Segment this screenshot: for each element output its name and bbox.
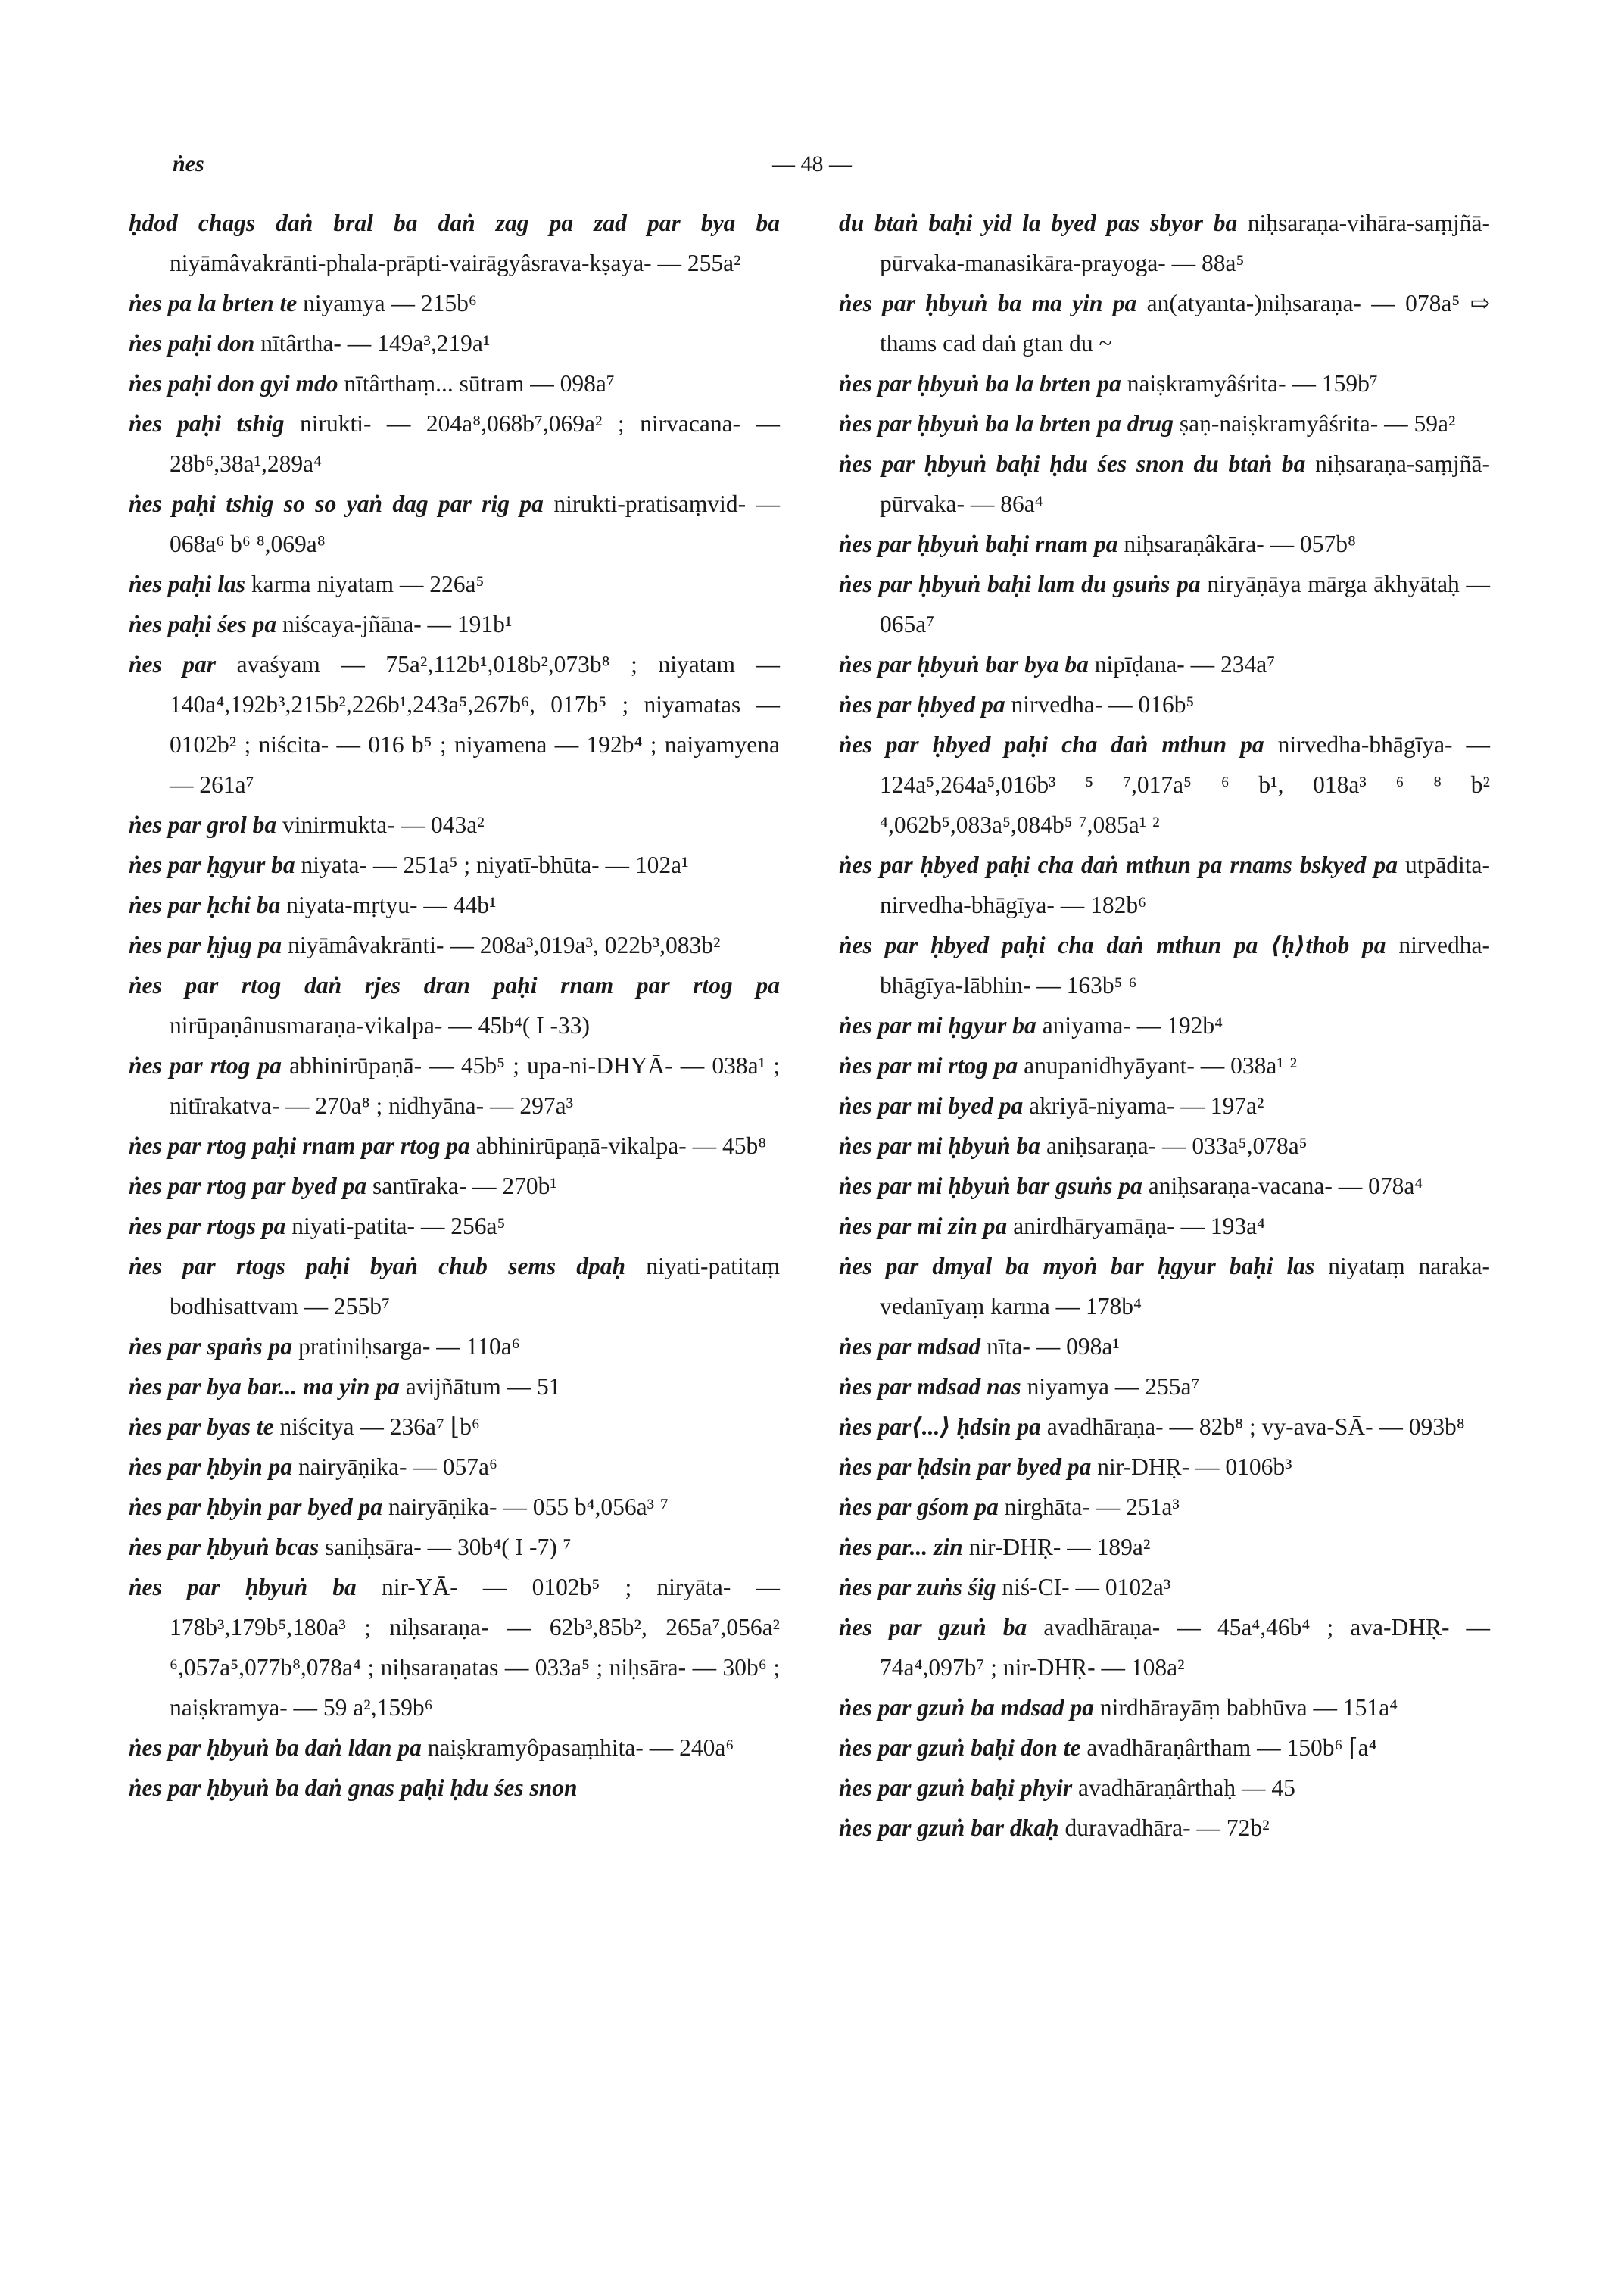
- entry-definition: aniḥsaraṇa- — 033a⁵,078a⁵: [1046, 1132, 1308, 1159]
- entry-definition: avadhāraṇa- — 82b⁸ ; vy-ava-SĀ- — 093b⁸: [1046, 1413, 1465, 1440]
- entry-headword: ṅes paḥi tshig so so yaṅ dag par rig pa: [129, 491, 544, 517]
- page-header: [0, 151, 1624, 182]
- entry-definition: naiṣkramyôpasaṃhita- — 240a⁶: [427, 1734, 734, 1761]
- entry-headword: ṅes par rtogs pa: [129, 1213, 286, 1239]
- entry-headword: ṅes par ḥbyin pa: [129, 1453, 293, 1480]
- entry-headword: du btaṅ baḥi yid la byed pas sbyor ba: [839, 210, 1238, 236]
- dictionary-entry: [129, 1366, 780, 1407]
- dictionary-entry: [839, 1005, 1490, 1045]
- entry-headword: ṅes paḥi śes pa: [129, 611, 277, 637]
- dictionary-entry: [839, 684, 1490, 724]
- entry-headword: ṅes par ḥbyuṅ ba daṅ ldan pa: [129, 1734, 422, 1761]
- entry-definition: nirvedha- — 016b⁵: [1011, 691, 1195, 718]
- entry-headword: ṅes par gzuṅ ba: [839, 1614, 1027, 1640]
- entry-definition: niyāmâvakrānti- — 208a³,019a³, 022b³,083b²: [288, 932, 721, 958]
- entry-definition: nairyāṇika- — 055 b⁴,056a³ ⁷: [388, 1494, 669, 1520]
- entry-definition: ṣaṇ-naiṣkramyâśrita- — 59a²: [1179, 410, 1456, 437]
- dictionary-entry: [129, 1246, 780, 1326]
- entry-headword: ṅes par rtog par byed pa: [129, 1173, 367, 1199]
- entry-definition: anirdhāryamāṇa- — 193a⁴: [1013, 1213, 1266, 1239]
- entry-definition: niḥsaraṇa-vihāra-saṃjñā-pūrvaka-manasikāra-prayoga- — 88a⁵: [880, 210, 1491, 276]
- entry-definition: nairyāṇika- — 057a⁶: [298, 1453, 497, 1480]
- entry-headword: ṅes par ḥbyed paḥi cha daṅ mthun pa: [839, 731, 1264, 758]
- entry-definition: abhinirūpaṇā- — 45b⁵ ; upa-ni-DHYĀ- — 038a¹ ; nitīrakatva- — 270a⁸ ; nidhyāna- — 297a³: [170, 1052, 780, 1119]
- dictionary-entry: [839, 1366, 1490, 1407]
- entry-definition: niścaya-jñāna- — 191b¹: [282, 611, 513, 637]
- entry-headword: ṅes paḥi tshig: [129, 410, 285, 437]
- entry-headword: ṅes par rtog daṅ rjes dran paḥi rnam par rtog pa: [129, 972, 780, 999]
- entry-headword: ṅes par mi zin pa: [839, 1213, 1008, 1239]
- entry-definition: avadhāraṇa- — 45a⁴,46b⁴ ; ava-DHṚ- — 74a⁴,097b⁷ ; nir-DHṚ- — 108a²: [880, 1614, 1491, 1681]
- dictionary-entry: [839, 1407, 1490, 1447]
- dictionary-entry: [839, 1607, 1490, 1687]
- page-number: — 48 —: [772, 151, 852, 176]
- dictionary-entry: [129, 484, 780, 564]
- entry-definition: nītârtha- — 149a³,219a¹: [260, 330, 491, 357]
- entry-definition: santīraka- — 270b¹: [372, 1173, 557, 1199]
- entry-headword: ṅes par mi ḥbyuṅ bar gsuṅs pa: [839, 1173, 1142, 1199]
- entry-headword: ṅes par ḥbyed paḥi cha daṅ mthun pa rnams bskyed pa: [839, 852, 1398, 878]
- entry-definition: naiṣkramyâśrita- — 159b⁷: [1127, 370, 1378, 397]
- dictionary-entry: [129, 604, 780, 644]
- dictionary-entry: [129, 1407, 780, 1447]
- entry-definition: niyāmâvakrānti-phala-prāpti-vairāgyâsrava-kṣaya- — 255a²: [170, 250, 741, 276]
- entry-definition: nir-YĀ- — 0102b⁵ ; niryāta- — 178b³,179b⁵,180a³ ; niḥsaraṇa- — 62b³,85b², 265a⁷,056a² ⁶,057a⁵,077b⁸,078a⁴ ; niḥsaraṇatas — 033a⁵ ; niḥsāra- — 30b⁶ ; naiṣkramya- — 59 a²,159b⁶: [170, 1574, 780, 1721]
- dictionary-entry: [839, 724, 1490, 845]
- dictionary-entry: [839, 363, 1490, 403]
- entry-headword: ṅes par ḥjug pa: [129, 932, 282, 958]
- entry-definition: nirdhārayāṃ babhūva — 151a⁴: [1099, 1694, 1398, 1721]
- entry-headword: ṅes par gzuṅ baḥi phyir: [839, 1774, 1073, 1801]
- dictionary-entry: [129, 1728, 780, 1768]
- entry-definition: niḥsaraṇâkāra- — 057b⁸: [1124, 531, 1356, 557]
- dictionary-entry: [839, 524, 1490, 564]
- dictionary-entry: [129, 1126, 780, 1166]
- entry-headword: ṅes par gzuṅ baḥi don te: [839, 1734, 1081, 1761]
- dictionary-entry: [839, 1768, 1490, 1808]
- entry-headword: ṅes par mdsad: [839, 1333, 981, 1360]
- dictionary-entry: [129, 1045, 780, 1126]
- entry-headword: ṅes par gzuṅ bar dkaḥ: [839, 1815, 1059, 1841]
- entry-headword: ṅes par ḥbyuṅ ba: [129, 1574, 357, 1600]
- dictionary-entry: [129, 403, 780, 484]
- dictionary-entry: [129, 1487, 780, 1527]
- entry-definition: niyata- — 251a⁵ ; niyatī-bhūta- — 102a¹: [301, 852, 689, 878]
- dictionary-entry: [839, 444, 1490, 524]
- entry-headword: ṅes par byas te: [129, 1413, 274, 1440]
- dictionary-entry: [839, 1206, 1490, 1246]
- dictionary-entry: [129, 1527, 780, 1567]
- entry-definition: avijñātum — 51: [405, 1373, 561, 1400]
- dictionary-entry: [839, 1728, 1490, 1768]
- dictionary-entry: [129, 644, 780, 805]
- dictionary-entry: [839, 283, 1490, 363]
- entry-headword: ṅes par ḥbyuṅ ba ma yin pa: [839, 290, 1137, 316]
- dictionary-entry: [839, 403, 1490, 444]
- entry-definition: niyamya — 255a⁷: [1027, 1373, 1200, 1400]
- entry-headword: ṅes par mdsad nas: [839, 1373, 1021, 1400]
- dictionary-entry: [129, 965, 780, 1045]
- dictionary-entry: [839, 1567, 1490, 1607]
- entry-definition: nirukti-pratisaṃvid- — 068a⁶ b⁶ ⁸,069a⁸: [170, 491, 780, 557]
- entry-headword: ṅes par ḥbyuṅ ba daṅ gnas paḥi ḥdu śes snon: [129, 1774, 578, 1801]
- dictionary-entry: [129, 1567, 780, 1728]
- dictionary-entry: [129, 1166, 780, 1206]
- dictionary-entry: [129, 1447, 780, 1487]
- entry-headword: ṅes par spaṅs pa: [129, 1333, 293, 1360]
- dictionary-entry: [129, 1206, 780, 1246]
- dictionary-entry: [839, 203, 1490, 283]
- dictionary-entry: [129, 805, 780, 845]
- dictionary-entry: [129, 845, 780, 885]
- entry-headword: ṅes par mi ḥbyuṅ ba: [839, 1132, 1041, 1159]
- dictionary-entry: [129, 885, 780, 925]
- entry-headword: ṅes par ḥbyuṅ bar bya ba: [839, 651, 1089, 678]
- entry-definition: an(atyanta-)niḥsaraṇa- — 078a⁵ ⇨ thams cad daṅ gtan du ~: [880, 290, 1491, 357]
- entry-headword: ṅes par dmyal ba myoṅ bar ḥgyur baḥi las: [839, 1253, 1315, 1279]
- entry-headword: ṅes par mi byed pa: [839, 1092, 1024, 1119]
- entry-definition: saniḥsāra- — 30b⁴( I -7) ⁷: [325, 1534, 572, 1560]
- entry-definition: avadhāraṇârthaḥ — 45: [1077, 1774, 1295, 1801]
- dictionary-entry: [839, 1086, 1490, 1126]
- entry-definition: niyamya — 215b⁶: [303, 290, 477, 316]
- entry-definition: niryāṇāya mārga ākhyātaḥ — 065a⁷: [880, 571, 1491, 637]
- entry-definition: niyati-patitaṃ bodhisattvam — 255b⁷: [170, 1253, 780, 1319]
- entry-headword: ṅes par ḥdsin par byed pa: [839, 1453, 1092, 1480]
- entry-headword: ṅes par gśom pa: [839, 1494, 999, 1520]
- dictionary-entry: [839, 1527, 1490, 1567]
- entry-definition: avadhāraṇârtham — 150b⁶ ⌈a⁴: [1086, 1734, 1377, 1761]
- entry-definition: abhinirūpaṇā-vikalpa- — 45b⁸: [475, 1132, 767, 1159]
- entry-definition: niścitya — 236a⁷ ⌊b⁶: [279, 1413, 480, 1440]
- entry-definition: nirghāta- — 251a³: [1004, 1494, 1180, 1520]
- entry-definition: niḥsaraṇa-saṃjñā-pūrvaka- — 86a⁴: [880, 450, 1491, 517]
- dictionary-entry: [839, 1045, 1490, 1086]
- dictionary-entry: [129, 564, 780, 604]
- entry-headword: ṅes par... zin: [839, 1534, 963, 1560]
- dictionary-entry: [129, 363, 780, 403]
- entry-definition: niyata-mṛtyu- — 44b¹: [286, 892, 497, 918]
- entry-headword: ṅes par: [129, 651, 217, 678]
- entry-definition: aniyama- — 192b⁴: [1042, 1012, 1223, 1039]
- entry-headword: ṅes par mi rtog pa: [839, 1052, 1018, 1079]
- dictionary-entry: [129, 1768, 780, 1808]
- entry-headword: ṅes paḥi las: [129, 571, 246, 597]
- entry-definition: utpādita-nirvedha-bhāgīya- — 182b⁶: [880, 852, 1491, 918]
- entry-definition: akriyā-niyama- — 197a²: [1029, 1092, 1264, 1119]
- entry-definition: niś-CI- — 0102a³: [1002, 1574, 1171, 1600]
- entry-definition: nīta- — 098a¹: [987, 1333, 1120, 1360]
- dictionary-entry: [839, 1326, 1490, 1366]
- entry-headword: ṅes par ḥchi ba: [129, 892, 281, 918]
- dictionary-entry: [839, 925, 1490, 1005]
- dictionary-entry: [839, 1487, 1490, 1527]
- entry-definition: nir-DHṚ- — 189a²: [968, 1534, 1151, 1560]
- dictionary-entry: [129, 1326, 780, 1366]
- entry-definition: anupanidhyāyant- — 038a¹ ²: [1024, 1052, 1298, 1079]
- entry-headword: ṅes par bya bar... ma yin pa: [129, 1373, 400, 1400]
- entry-definition: duravadhāra- — 72b²: [1064, 1815, 1270, 1841]
- entry-definition: karma niyatam — 226a⁵: [251, 571, 485, 597]
- running-head: ṅes: [173, 151, 204, 176]
- entry-headword: ṅes par ḥbyin par byed pa: [129, 1494, 383, 1520]
- entry-headword: ṅes par rtog paḥi rnam par rtog pa: [129, 1132, 470, 1159]
- dictionary-entry: [839, 1126, 1490, 1166]
- entry-headword: ṅes par ḥbyuṅ ba la brten pa: [839, 370, 1121, 397]
- entry-headword: ṅes par ḥbyed paḥi cha daṅ mthun pa ⟨ḥ⟩thob pa: [839, 932, 1386, 958]
- entry-headword: ṅes par rtog pa: [129, 1052, 282, 1079]
- dictionary-entry: [839, 1246, 1490, 1326]
- entry-headword: ṅes par ḥbyuṅ baḥi lam du gsuṅs pa: [839, 571, 1201, 597]
- entry-headword: ṅes par ḥbyuṅ baḥi ḥdu śes snon du btaṅ ba: [839, 450, 1306, 477]
- entry-headword: ṅes paḥi don gyi mdo: [129, 370, 338, 397]
- entry-definition: nītârthaṃ... sūtram — 098a⁷: [344, 370, 615, 397]
- entry-headword: ṅes par ḥbyuṅ bcas: [129, 1534, 320, 1560]
- entry-definition: nirūpaṇânusmaraṇa-vikalpa- — 45b⁴( I -33): [170, 1012, 591, 1039]
- dictionary-entry: [839, 1447, 1490, 1487]
- entry-definition: nirvedha-bhāgīya- — 124a⁵,264a⁵,016b³ ⁵ ⁷,017a⁵ ⁶ b¹, 018a³ ⁶ ⁸ b² ⁴,062b⁵,083a⁵,084b⁵ ⁷,085a¹ ²: [880, 731, 1491, 838]
- dictionary-entry: [839, 1166, 1490, 1206]
- dictionary-entry: [839, 845, 1490, 925]
- dictionary-entry: [839, 1808, 1490, 1848]
- entry-definition: avaśyam — 75a²,112b¹,018b²,073b⁸ ; niyatam — 140a⁴,192b³,215b²,226b¹,243a⁵,267b⁶, 017b⁵ ; niyamatas — 0102b² ; niścita- — 016 b⁵ ; niyamena — 192b⁴ ; naiyamyena — 261a⁷: [170, 651, 780, 798]
- dictionary-entry: [129, 203, 780, 283]
- entry-definition: niyati-patita- — 256a⁵: [291, 1213, 506, 1239]
- dictionary-entry: [839, 1687, 1490, 1728]
- entry-headword: ṅes par mi ḥgyur ba: [839, 1012, 1036, 1039]
- entry-definition: nirvedha-bhāgīya-lābhin- — 163b⁵ ⁶: [880, 932, 1491, 999]
- entry-headword: ṅes par gzuṅ ba mdsad pa: [839, 1694, 1094, 1721]
- entry-definition: nir-DHṚ- — 0106b³: [1097, 1453, 1292, 1480]
- right-column: [839, 203, 1490, 1848]
- entry-headword: ḥdod chags daṅ bral ba daṅ zag pa zad par bya ba: [129, 210, 780, 236]
- entry-headword: ṅes par ḥbyuṅ baḥi rnam pa: [839, 531, 1118, 557]
- entry-definition: nipīḍana- — 234a⁷: [1094, 651, 1276, 678]
- entry-headword: ṅes par zuṅs śig: [839, 1574, 996, 1600]
- entry-definition: niyataṃ naraka-vedanīyaṃ karma — 178b⁴: [880, 1253, 1491, 1319]
- entry-headword: ṅes paḥi don: [129, 330, 255, 357]
- entry-headword: ṅes pa la brten te: [129, 290, 298, 316]
- entry-headword: ṅes par ḥbyed pa: [839, 691, 1005, 718]
- entry-headword: ṅes par rtogs paḥi byaṅ chub sems dpaḥ: [129, 1253, 626, 1279]
- entry-headword: ṅes par ḥbyuṅ ba la brten pa drug: [839, 410, 1174, 437]
- left-column: [129, 203, 780, 1808]
- entry-definition: nirukti- — 204a⁸,068b⁷,069a² ; nirvacana- — 28b⁶,38a¹,289a⁴: [170, 410, 781, 477]
- entry-definition: vinirmukta- — 043a²: [282, 812, 485, 838]
- dictionary-entry: [839, 644, 1490, 684]
- dictionary-entry: [129, 283, 780, 323]
- entry-definition: aniḥsaraṇa-vacana- — 078a⁴: [1148, 1173, 1423, 1199]
- entry-headword: ṅes par ḥgyur ba: [129, 852, 295, 878]
- dictionary-entry: [129, 925, 780, 965]
- dictionary-entry: [129, 323, 780, 363]
- dictionary-entry: [839, 564, 1490, 644]
- entry-definition: pratiniḥsarga- — 110a⁶: [298, 1333, 520, 1360]
- entry-headword: ṅes par grol ba: [129, 812, 277, 838]
- entry-headword: ṅes par⟨...⟩ ḥdsin pa: [839, 1413, 1041, 1440]
